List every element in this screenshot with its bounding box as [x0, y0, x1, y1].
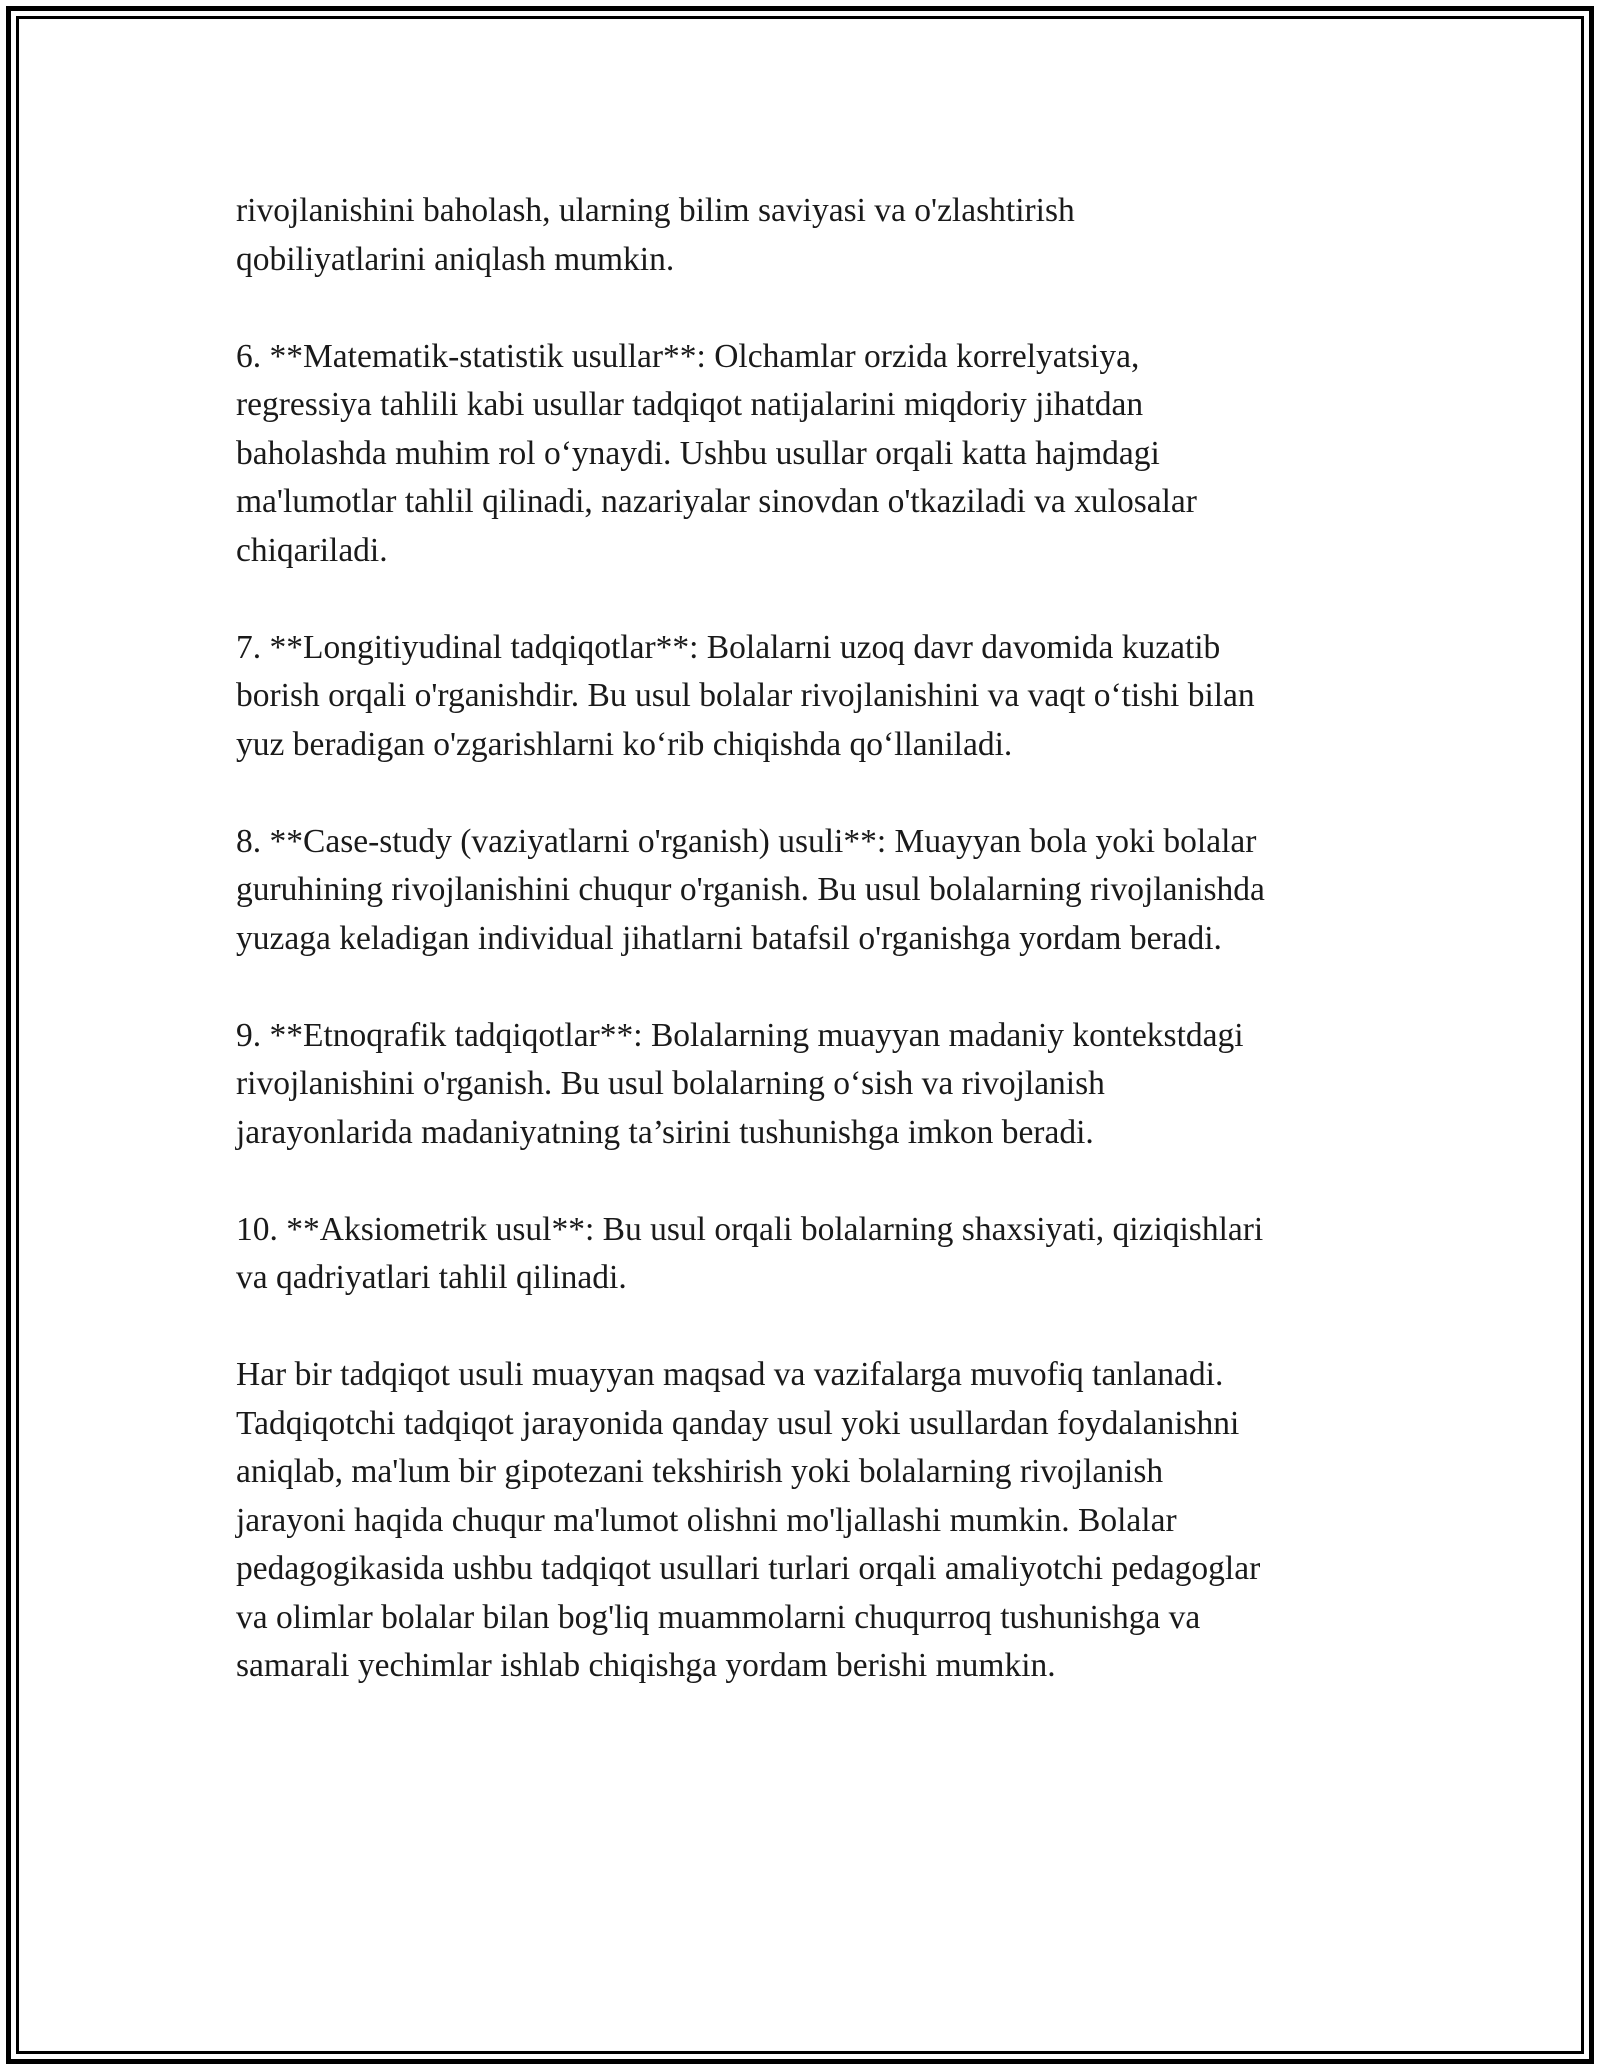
paragraph-continuation: rivojlanishini baholash, ularning bilim saviyasi va o'zlashtirish qobiliyatlarini aniqlash mumkin. — [236, 192, 1075, 278]
document-body — [236, 187, 1386, 1691]
paragraph-item-7: 7. **Longitiyudinal tadqiqotlar**: Bolalarni uzoq davr davomida kuzatib borish orqali o'rganishdir. Bu usul bolalar rivojlanishini va vaqt o‘tishi bilan yuz beradigan o'zgarishlarni ko‘rib chiqishda qo‘llaniladi. — [236, 628, 1255, 763]
paragraph-item-8: 8. **Case-study (vaziyatlarni o'rganish) usuli**: Muayyan bola yoki bolalar guruhining rivojlanishini chuqur o'rganish. Bu usul bolalarning rivojlanishda yuzaga keladigan individual jihatlarni batafsil o'rganishga yordam beradi. — [236, 822, 1265, 957]
paragraph-item-6: 6. **Matematik-statistik usullar**: Olchamlar orzida korrelyatsiya, regressiya tahlili kabi usullar tadqiqot natijalarini miqdoriy jihatdan baholashda muhim rol o‘ynaydi. Ushbu usullar orqali katta hajmdagi ma'lumotlar tahlil qilinadi, nazariyalar sinovdan o'tkaziladi va xulosalar chiqariladi. — [236, 337, 1197, 569]
paragraph-conclusion: Har bir tadqiqot usuli muayyan maqsad va vazifalarga muvofiq tanlanadi. Tadqiqotchi tadqiqot jarayonida qanday usul yoki usullardan foydalanishni aniqlab, ma'lum bir gipotezani tekshirish yoki bolalarning rivojlanish jarayoni haqida chuqur ma'lumot olishni mo'ljallashi mumkin. Bolalar pedagogikasida ushbu tadqiqot usullari turlari orqali amaliyotchi pedagoglar va olimlar bolalar bilan bog'liq muammolarni chuqurroq tushunishga va samarali yechimlar ishlab chiqishga yordam berishi mumkin. — [236, 1356, 1261, 1684]
paragraph-item-10: 10. **Aksiometrik usul**: Bu usul orqali bolalarning shaxsiyati, qiziqishlari va qadriyatlari tahlil qilinadi. — [236, 1210, 1264, 1296]
paragraph-item-9: 9. **Etnoqrafik tadqiqotlar**: Bolalarning muayyan madaniy kontekstdagi rivojlanishini o'rganish. Bu usul bolalarning o‘sish va rivojlanish jarayonlarida madaniyatning ta’sirini tushunishga imkon beradi. — [236, 1016, 1244, 1151]
